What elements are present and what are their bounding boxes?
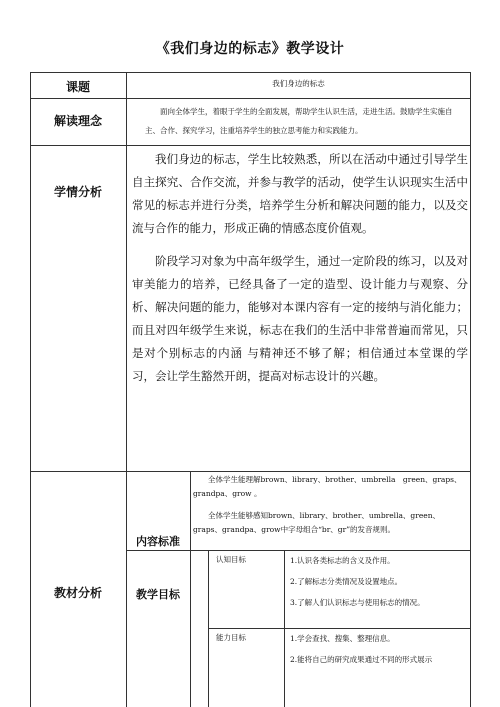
analysis-label: 学情分析 [53,185,102,199]
label-column-divider [126,72,127,707]
goal-category-ability: 能力目标 [216,633,246,642]
analysis-text [132,148,468,398]
table-border-top [30,72,471,73]
document-title: 《我们身边的标志》教学设计 [155,41,345,57]
content-standard-line-1: 全体学生能理解brown、library、brother、umbrella green、graps、grandpa、grow 。 [193,475,462,498]
goal-point: 3.了解人们认识标志与使用标志的情况。 [290,598,425,607]
row-divider [30,145,471,146]
topic-label: 课题 [65,80,90,94]
analysis-paragraph-2: 阶段学习对象为中高年级学生，通过一定阶段的练习，以及对审美能力的培养，已经具备了一定的造型、设计能力与观察、分析、解决问题的能力，能够对本课内容有一定的接纳与消化能力；而且对四年级学生来说，标志在我们的生活中非常普遍而常见，只是对个别标志的内涵 与精神还不够了解；相信通过本堂课的学习，会让学生豁然开朗，提高对标志设计的兴趣。 [132,254,468,383]
analysis-paragraph-1: 我们身边的标志，学生比较熟悉，所以在活动中通过引导学生自主探究、合作交流，并参与教学的活动，使学生认识现实生活中常见的标志并进行分类，培养学生分析和解决问题的能力，以及交流与合作的能力，形成正确的情感态度价值观。 [132,152,468,235]
goal-points-ability [290,628,468,670]
concept-label: 解读理念 [53,114,102,128]
table-border-left [30,72,31,707]
goal-points-cognitive [290,550,468,613]
goal-point: 1.学会查找、搜集、整理信息。 [290,634,395,643]
content-standard-label: 内容标准 [136,535,180,548]
row-divider [30,98,471,99]
sub-label-divider [190,471,191,707]
content-standard-line-2: 全体学生能够感知brown、library、brother、umbrella、green、graps、grandpa、grow中字母组合“br、gr”的发音规则。 [193,511,441,534]
row-divider [30,471,471,472]
concept-text: 面向全体学生，着眼于学生的全面发展，帮助学生认识生活，走进生活。鼓励学生实施自主、合作、探究学习，注重培养学生的独立思考能力和实践能力。 [145,107,453,135]
goal-point: 2.能将自己的研究成果通过不同的形式展示 [290,655,433,664]
goal-points-divider [284,550,285,707]
goal-category-cognitive: 认知目标 [216,555,246,564]
teaching-goals-label: 教学目标 [136,588,180,601]
goal-category-divider [208,550,209,707]
topic-value: 我们身边的标志 [272,79,325,88]
goal-point: 2.了解标志分类情况及设置地点。 [290,577,403,586]
material-label: 教材分析 [53,586,102,600]
table-border-right [470,72,471,707]
goal-point: 1.认识各类标志的含义及作用。 [290,556,395,565]
content-standard-text [193,473,468,537]
